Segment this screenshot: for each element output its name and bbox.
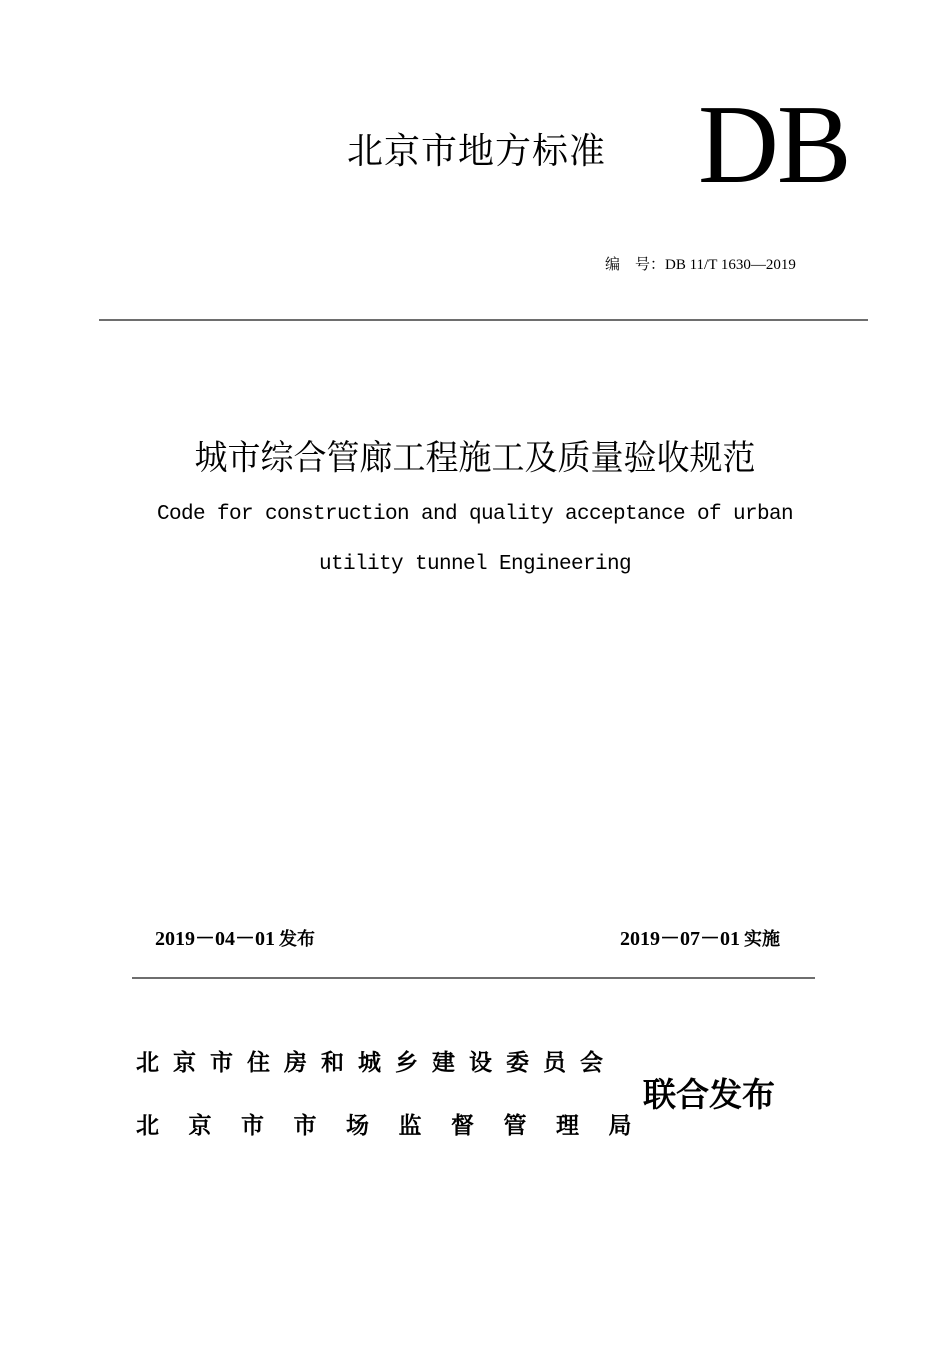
joint-issue-label: 联合发布	[643, 1075, 775, 1114]
document-title-chinese: 城市综合管廊工程施工及质量验收规范	[194, 437, 756, 478]
standard-number-label: 编	[605, 257, 636, 273]
standard-type-heading: 北京市地方标准	[347, 131, 607, 172]
issuer-housing-commission: 北京市住房和城乡建设委员会	[136, 1050, 617, 1076]
issue-date	[155, 925, 315, 954]
effective-date	[620, 925, 780, 954]
effective-date-value: 2019－07－01	[620, 928, 740, 950]
standard-number-value: DB 11/T 1630—2019	[665, 257, 796, 273]
effective-date-label: 实施	[744, 929, 780, 950]
document-title-english-line-1: Code for construction and quality acceptance of urban	[156, 503, 794, 526]
db-mark: DB	[698, 83, 850, 207]
standard-number-label-end: 号：	[635, 257, 666, 273]
issue-date-label: 发布	[279, 929, 315, 950]
issuer-market-regulation: 北京市市场监督管理局	[136, 1113, 661, 1139]
top-divider	[99, 319, 868, 321]
standard-number	[605, 254, 796, 276]
bottom-divider	[132, 977, 815, 979]
issue-date-value: 2019－04－01	[155, 928, 275, 950]
document-title-english-line-2: utility tunnel Engineering	[318, 553, 632, 576]
